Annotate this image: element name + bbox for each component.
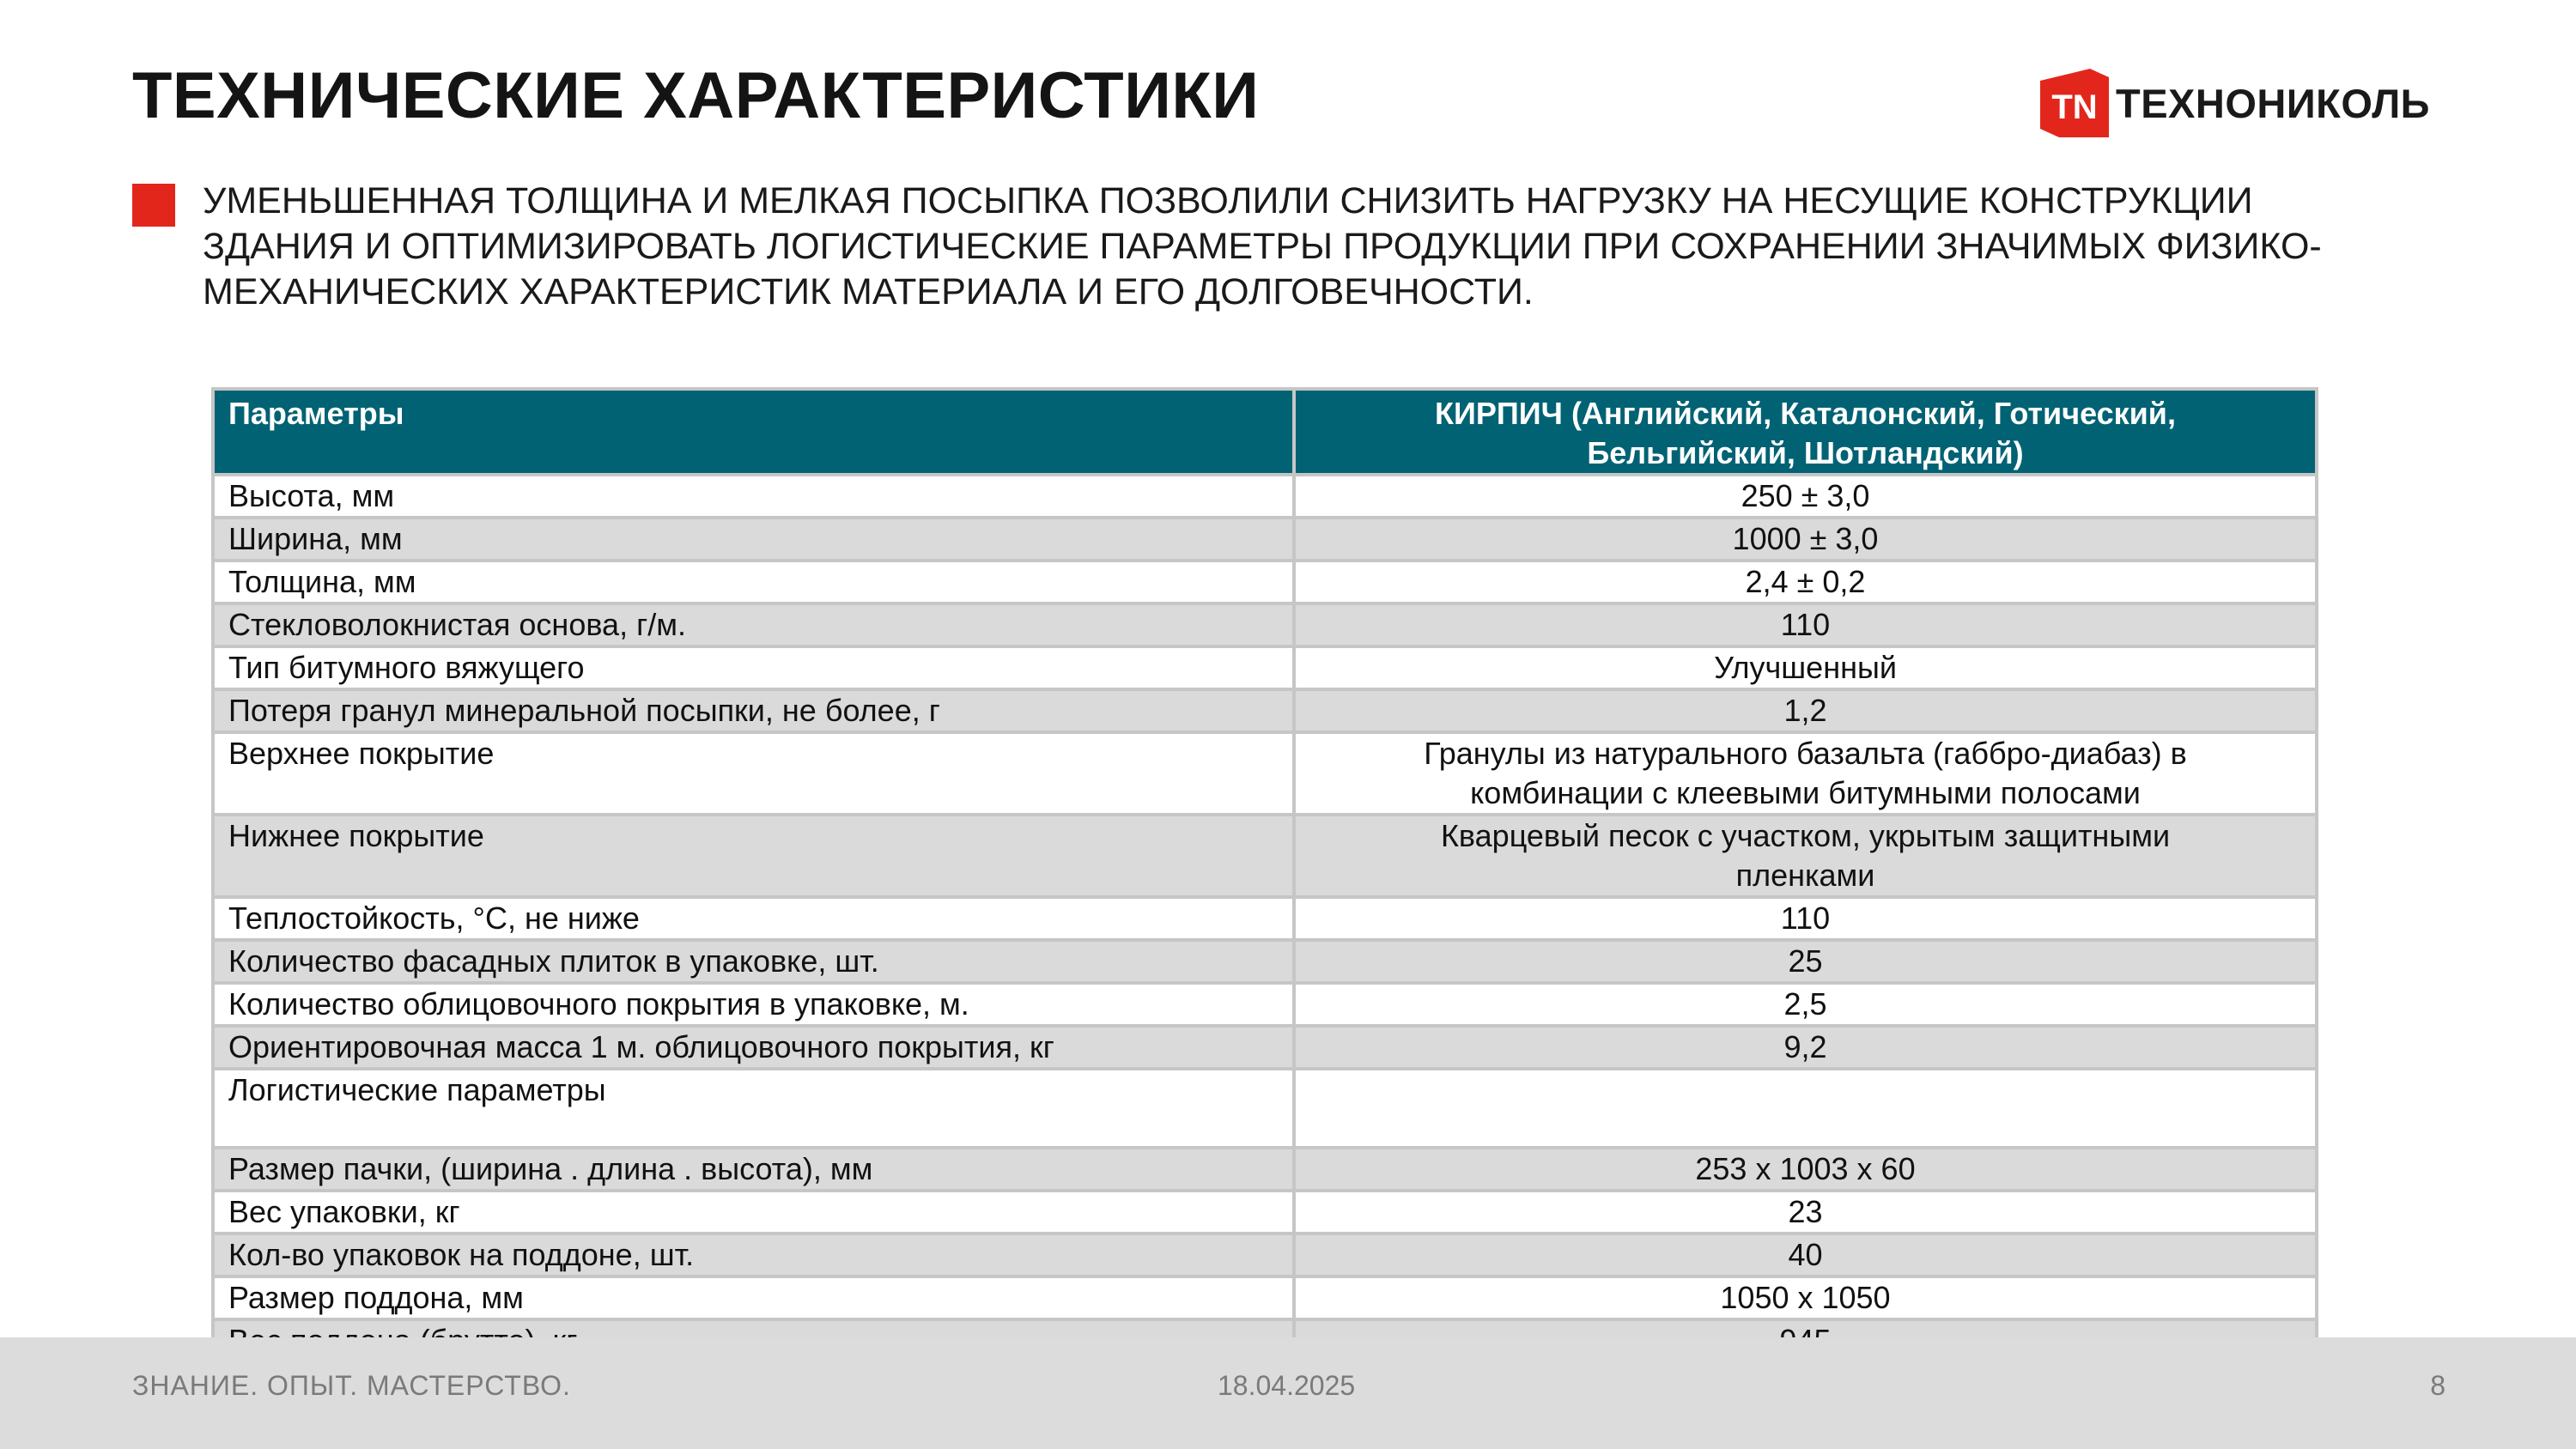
header-value-line2: Бельгийский, Шотландский) [1587, 435, 2024, 470]
table-row [213, 1069, 2317, 1148]
table-header-row [213, 389, 2317, 475]
table-row [213, 940, 2317, 983]
brand-logo [2040, 69, 2430, 137]
param-cell: Размер пачки, (ширина . длина . высота), мм [213, 1148, 1294, 1191]
value-cell: 40 [1294, 1234, 2317, 1276]
value-cell: 2,5 [1294, 983, 2317, 1026]
value-cell: 110 [1294, 603, 2317, 646]
footer-date: 18.04.2025 [1218, 1370, 1356, 1401]
param-cell: Ширина, мм [213, 518, 1294, 561]
value-cell: 253 x 1003 x 60 [1294, 1148, 2317, 1191]
lead-paragraph: УМЕНЬШЕННАЯ ТОЛЩИНА И МЕЛКАЯ ПОСЫПКА ПОЗВОЛИЛИ СНИЗИТЬ НАГРУЗКУ НА НЕСУЩИЕ КОНСТРУКЦИИ ЗДАНИЯ И ОПТИМИЗИРОВАТЬ ЛОГИСТИЧЕСКИЕ ПАРАМЕТРЫ ПРОДУКЦИИ ПРИ СОХРАНЕНИИ ЗНАЧИМЫХ ФИЗИКО-МЕХАНИЧЕСКИХ ХАРАКТЕРИСТИК МАТЕРИАЛА И ЕГО ДОЛГОВЕЧНОСТИ. [203, 180, 2322, 312]
logo-text: ТЕХНОНИКОЛЬ [2116, 80, 2430, 126]
table-row [213, 1276, 2317, 1319]
param-cell: Верхнее покрытие [213, 732, 1294, 815]
table-row [213, 815, 2317, 897]
param-cell: Кол-во упаковок на поддоне, шт. [213, 1234, 1294, 1276]
param-cell: Логистические параметры [213, 1069, 1294, 1148]
value-cell: 2,4 ± 0,2 [1294, 561, 2317, 603]
value-cell: 1050 x 1050 [1294, 1276, 2317, 1319]
param-cell: Стекловолокнистая основа, г/м. [213, 603, 1294, 646]
page-number: 8 [2430, 1370, 2445, 1401]
table-row [213, 646, 2317, 689]
header-value-line1: КИРПИЧ (Английский, Каталонский, Готический, [1435, 396, 2176, 431]
table-row [213, 897, 2317, 940]
param-cell: Количество фасадных плиток в упаковке, шт. [213, 940, 1294, 983]
param-cell: Высота, мм [213, 475, 1294, 518]
param-cell: Теплостойкость, °С, не ниже [213, 897, 1294, 940]
param-cell: Потеря гранул минеральной посыпки, не более, г [213, 689, 1294, 732]
value-line: Гранулы из натурального базальта (габбро-диабаз) в [1424, 736, 2187, 771]
table-row [213, 518, 2317, 561]
page-title: ТЕХНИЧЕСКИЕ ХАРАКТЕРИСТИКИ [132, 59, 1260, 132]
value-line: Кварцевый песок с участком, укрытым защитными [1440, 818, 2171, 853]
value-cell: 1000 ± 3,0 [1294, 518, 2317, 561]
table-row [213, 732, 2317, 815]
param-cell: Толщина, мм [213, 561, 1294, 603]
value-cell: 25 [1294, 940, 2317, 983]
value-cell [1294, 815, 2317, 897]
value-line: комбинации с клеевыми битумными полосами [1470, 775, 2141, 810]
svg-text:TN: TN [2051, 88, 2098, 126]
param-cell: Тип битумного вяжущего [213, 646, 1294, 689]
table-row [213, 561, 2317, 603]
table-row [213, 983, 2317, 1026]
spec-table [211, 387, 2318, 1364]
value-line: пленками [1735, 858, 1875, 893]
table-row [213, 1148, 2317, 1191]
value-cell [1294, 732, 2317, 815]
value-cell: 250 ± 3,0 [1294, 475, 2317, 518]
bullet-square [132, 184, 175, 227]
table-row [213, 475, 2317, 518]
header-param: Параметры [213, 389, 1294, 475]
table-row [213, 1191, 2317, 1234]
table-row [213, 689, 2317, 732]
param-cell: Вес упаковки, кг [213, 1191, 1294, 1234]
technonicol-logo-icon [2040, 69, 2109, 137]
value-cell: Улучшенный [1294, 646, 2317, 689]
table-row [213, 1234, 2317, 1276]
param-cell: Количество облицовочного покрытия в упаковке, м. [213, 983, 1294, 1026]
param-cell: Размер поддона, мм [213, 1276, 1294, 1319]
header-value [1294, 389, 2317, 475]
value-cell: 1,2 [1294, 689, 2317, 732]
value-cell: 23 [1294, 1191, 2317, 1234]
footer [0, 1337, 2576, 1449]
param-cell: Нижнее покрытие [213, 815, 1294, 897]
value-cell: 110 [1294, 897, 2317, 940]
table-row [213, 603, 2317, 646]
footer-slogan: ЗНАНИЕ. ОПЫТ. МАСТЕРСТВО. [132, 1370, 571, 1401]
value-cell [1294, 1069, 2317, 1148]
value-cell: 9,2 [1294, 1026, 2317, 1069]
table-row [213, 1026, 2317, 1069]
param-cell: Ориентировочная масса 1 м. облицовочного покрытия, кг [213, 1026, 1294, 1069]
